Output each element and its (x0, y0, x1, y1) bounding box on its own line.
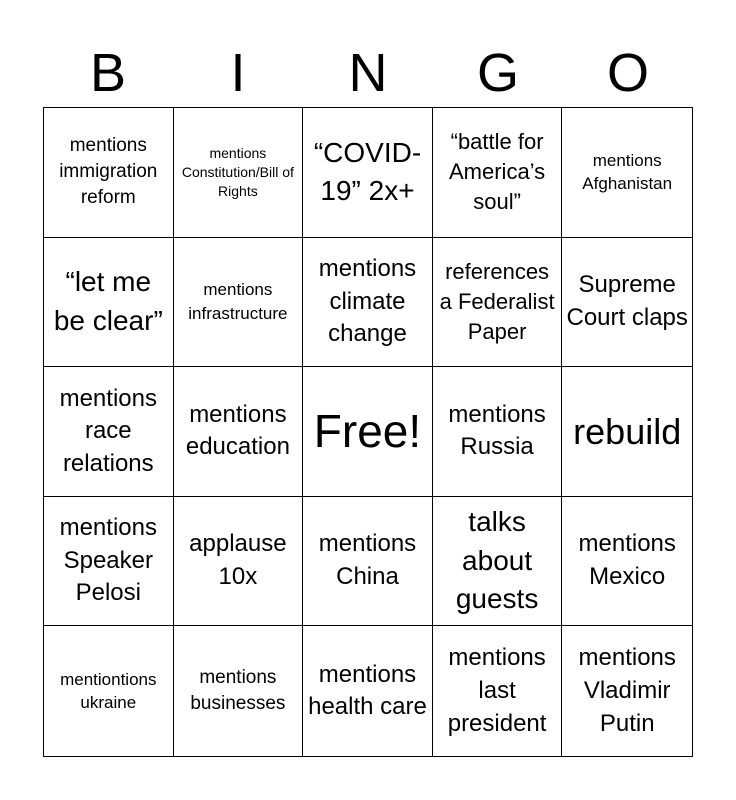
cell-text: mentions Russia (448, 400, 546, 461)
cell-text: mentions Mexico (578, 530, 676, 591)
bingo-cell[interactable] (174, 626, 304, 756)
bingo-cell[interactable] (44, 238, 174, 368)
cell-text: mentions race relations (59, 384, 157, 477)
bingo-cell[interactable] (44, 626, 174, 756)
cell-text: applause 10x (189, 530, 287, 591)
free-space-text: Free! (313, 405, 422, 458)
bingo-cell[interactable] (433, 497, 563, 627)
bingo-cell[interactable] (562, 626, 692, 756)
cell-text: mentions immigration reform (59, 134, 158, 209)
cell-text: references a Federalist Paper (439, 259, 555, 344)
bingo-cell[interactable] (174, 367, 304, 497)
free-space-cell[interactable] (303, 367, 433, 497)
cell-text: “battle for America’s soul” (449, 129, 546, 215)
header-letter-i: I (230, 43, 246, 103)
header-letter-g: G (476, 43, 519, 103)
bingo-cell[interactable] (562, 238, 692, 368)
bingo-cell[interactable] (303, 626, 433, 756)
bingo-cell[interactable] (562, 108, 692, 238)
cell-text: mentions Constitution/Bill of Rights (181, 144, 294, 199)
bingo-cell[interactable] (174, 238, 304, 368)
bingo-cell[interactable] (433, 238, 563, 368)
bingo-cell[interactable] (44, 367, 174, 497)
bingo-cell[interactable] (433, 367, 563, 497)
bingo-cell[interactable] (303, 238, 433, 368)
cell-text: talks about guests (455, 506, 539, 615)
cell-text: mentions health care (308, 660, 427, 721)
cell-text: Supreme Court claps (566, 271, 688, 331)
bingo-cell[interactable] (303, 108, 433, 238)
header-letter-b: B (89, 43, 127, 103)
cell-text: mentiontions ukraine (60, 669, 157, 713)
bingo-cell[interactable] (433, 108, 563, 238)
bingo-cell[interactable] (174, 497, 304, 627)
cell-text: mentions Afghanistan (582, 150, 673, 194)
bingo-cell[interactable] (303, 497, 433, 627)
bingo-cell[interactable] (562, 367, 692, 497)
bingo-cell[interactable] (433, 626, 563, 756)
cell-text: mentions infrastructure (188, 280, 288, 323)
cell-text: mentions education (185, 400, 290, 461)
cell-text: mentions Speaker Pelosi (59, 514, 157, 607)
bingo-cell[interactable] (174, 108, 304, 238)
header-letter-o: O (606, 43, 649, 103)
bingo-cell[interactable] (44, 497, 174, 627)
cell-text: “COVID-19” 2x+ (313, 136, 422, 207)
bingo-board (43, 107, 693, 757)
bingo-header (43, 38, 693, 108)
bingo-cell[interactable] (44, 108, 174, 238)
cell-text: mentions businesses (190, 666, 286, 715)
cell-text: mentions climate change (318, 254, 417, 348)
cell-text: rebuild (573, 410, 682, 452)
bingo-cell[interactable] (562, 497, 692, 627)
cell-text: “let me be clear” (53, 266, 163, 336)
header-letter-n: N (348, 43, 388, 103)
cell-text: mentions last president (447, 644, 547, 737)
cell-text: mentions China (318, 530, 417, 591)
cell-text: mentions Vladimir Putin (578, 644, 676, 737)
